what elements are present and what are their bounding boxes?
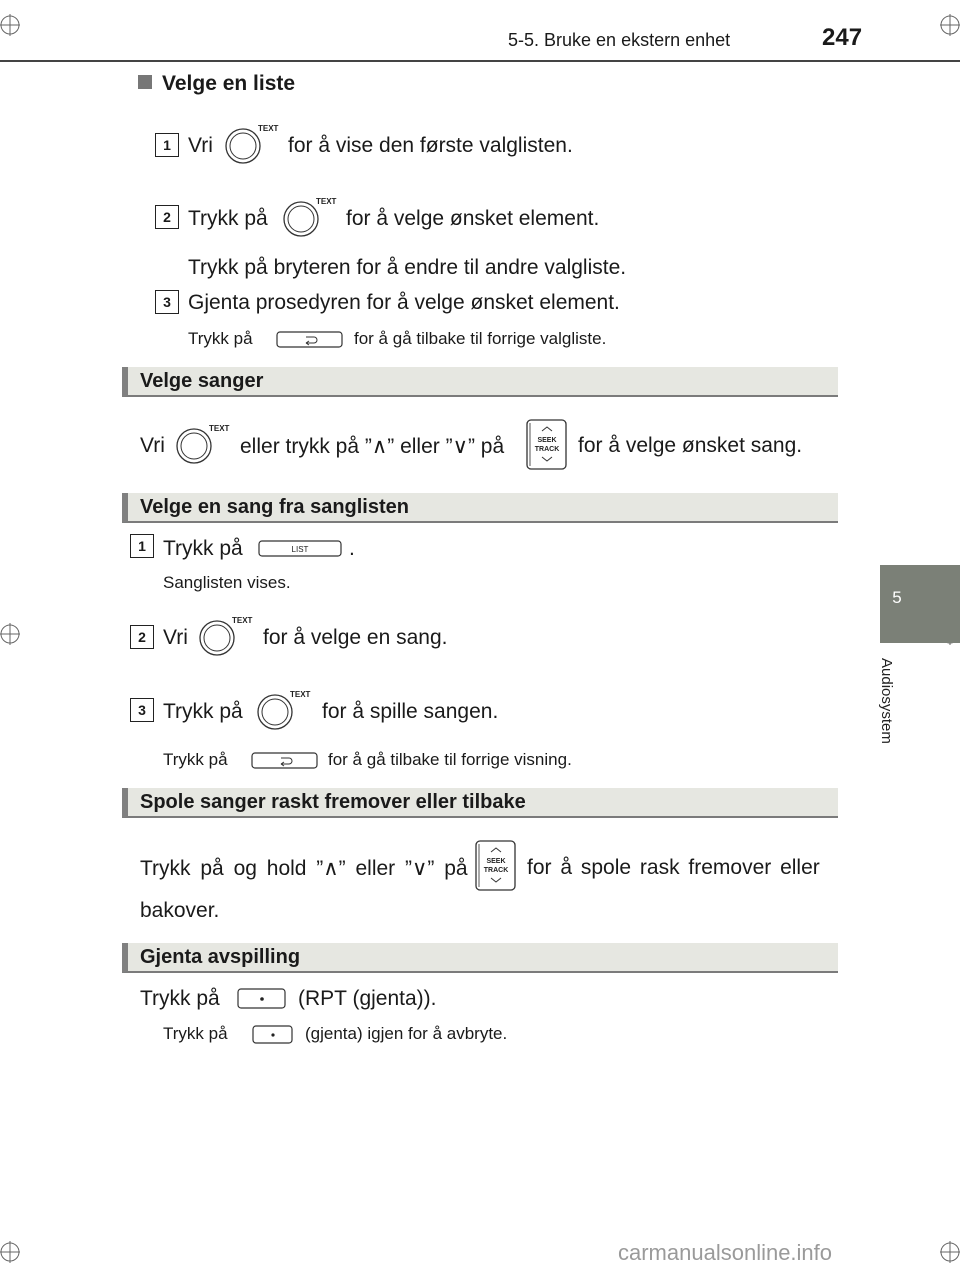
svg-text:TEXT: TEXT (258, 124, 279, 133)
step-text: for å spille sangen. (322, 700, 499, 723)
text-knob-icon (224, 122, 284, 166)
seek-track-button-icon (526, 419, 568, 471)
back-button-icon (276, 331, 344, 349)
seek-track-button-icon (475, 840, 517, 892)
section-heading: Spole sanger raskt fremover eller tilbake (122, 788, 838, 818)
back-button-icon (251, 752, 319, 770)
step-badge: 2 (155, 205, 179, 229)
svg-text:LIST: LIST (291, 545, 309, 554)
body-text: eller trykk på ”∧” eller ”∨” på (240, 435, 505, 458)
body-text: Vri (140, 434, 165, 457)
body-text: Trykk på og hold ”∧” eller ”∨” på (140, 857, 468, 880)
section-heading: Velge sanger (122, 367, 838, 397)
svg-text:SEEK: SEEK (486, 858, 506, 865)
step-note: Trykk på (163, 1024, 228, 1043)
text-knob-icon (282, 195, 342, 239)
page-number: 247 (822, 24, 863, 51)
header-rule (0, 60, 960, 62)
svg-text:TEXT: TEXT (232, 616, 253, 625)
text-knob-icon (198, 614, 258, 658)
step-note: for å gå tilbake til forrige visning. (328, 750, 572, 769)
step-note: (gjenta) igjen for å avbryte. (305, 1024, 508, 1043)
svg-text:TEXT: TEXT (209, 424, 230, 433)
step-text: Vri (188, 134, 213, 157)
step-text: . (349, 537, 355, 560)
step-badge: 1 (155, 133, 179, 157)
svg-text:TRACK: TRACK (534, 446, 560, 453)
step-note: Sanglisten vises. (163, 573, 291, 592)
step-badge: 1 (130, 534, 154, 558)
step-badge: 3 (155, 290, 179, 314)
step-note: Trykk på (188, 329, 253, 348)
text-knob-icon (175, 422, 235, 466)
step-text: Trykk på (163, 700, 243, 723)
body-text: bakover. (140, 899, 220, 922)
step-text: for å velge ønsket element. (346, 207, 600, 230)
body-text: for å spole rask fremover eller (527, 856, 820, 879)
chapter-number: 5 (892, 588, 902, 607)
body-text: Trykk på (140, 987, 220, 1010)
svg-text:TEXT: TEXT (290, 690, 311, 699)
chapter-label: Audiosystem (878, 658, 895, 744)
section-heading: Gjenta avspilling (122, 943, 838, 973)
step-text: Gjenta prosedyren for å velge ønsket element. (188, 291, 620, 314)
square-bullet-icon (138, 75, 152, 89)
svg-text:TRACK: TRACK (483, 867, 509, 874)
list-button-icon (258, 540, 344, 558)
svg-text:TEXT: TEXT (316, 197, 337, 206)
step-text: Trykk på (163, 537, 243, 560)
step-note: Trykk på bryteren for å endre til andre valgliste. (188, 256, 627, 279)
section-heading: Velge en sang fra sanglisten (122, 493, 838, 523)
watermark: carmanualsonline.info (618, 1240, 833, 1265)
step-text: Vri (163, 626, 188, 649)
step-badge: 2 (130, 625, 154, 649)
step-badge: 3 (130, 698, 154, 722)
section-title: 5-5. Bruke en ekstern enhet (508, 30, 731, 50)
svg-text:SEEK: SEEK (537, 437, 557, 444)
repeat-button-icon (252, 1025, 294, 1045)
step-note: Trykk på (163, 750, 228, 769)
body-text: for å velge ønsket sang. (578, 434, 803, 457)
step-text: for å velge en sang. (263, 626, 448, 649)
repeat-button-icon (237, 988, 287, 1010)
text-knob-icon (256, 688, 316, 732)
step-text: for å vise den første valglisten. (288, 134, 573, 157)
bullet-heading: Velge en liste (138, 72, 295, 96)
body-text: (RPT (gjenta)). (298, 987, 437, 1010)
step-note: for å gå tilbake til forrige valgliste. (354, 329, 607, 348)
step-text: Trykk på (188, 207, 268, 230)
